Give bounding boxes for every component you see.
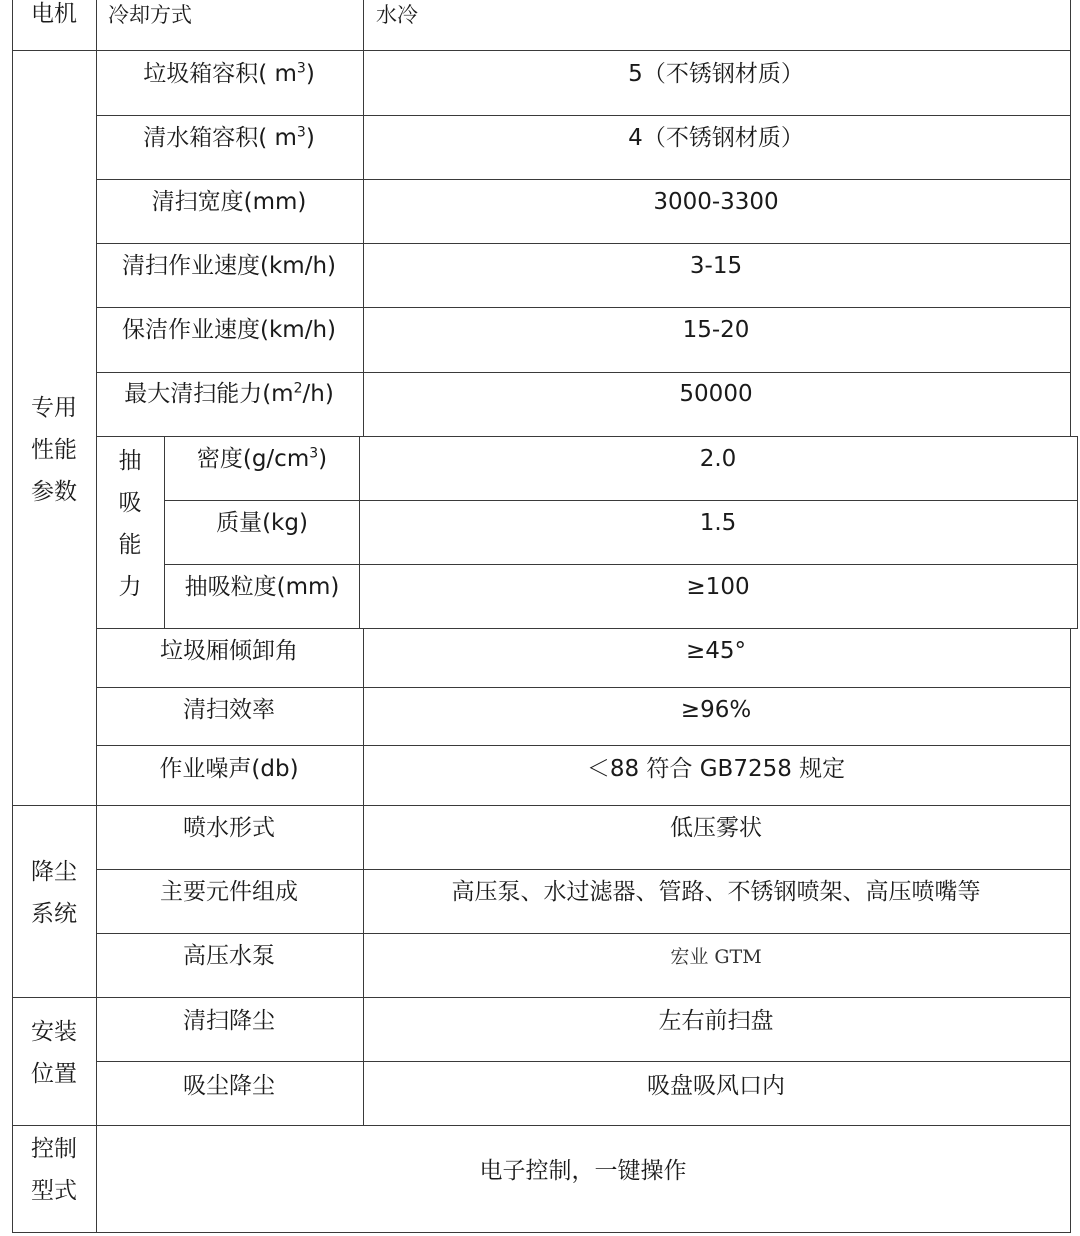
group-label-line: 安装 [31,1019,77,1045]
suction-label-char: 吸 [118,490,142,516]
param-dump-angle: 垃圾厢倾卸角 [160,638,298,664]
value-max-sweep-capacity: 50000 [679,381,753,407]
group-label-line: 型式 [31,1178,77,1204]
value-main-components: 高压泵、水过滤器、管路、不锈钢喷架、高压喷嘴等 [451,879,981,905]
value-sweep-width: 3000-3300 [653,189,779,215]
value-mass: 1.5 [699,510,737,536]
param-density: 密度$(g/cm^3)$ [196,445,328,472]
value-high-pressure-pump: 宏业 GTM [670,946,762,968]
group-label-line: 系统 [31,901,77,927]
value-suction-particle-size: ≥100 [686,574,750,600]
suction-label-char: 能 [118,532,142,558]
value-clean-water-tank-volume: 4（不锈钢材质） [628,125,804,151]
value-control-type: 电子控制，一键操作 [479,1158,687,1184]
value-dump-angle: ≥45° [685,638,747,664]
value-sweep-dust-suppression: 左右前扫盘 [658,1008,774,1034]
value-garbage-bin-volume: 5（不锈钢材质） [628,61,804,87]
group-label-line: 性能 [31,437,77,463]
param-sweep-dust-suppression: 清扫降尘 [183,1008,275,1034]
param-suction-dust-suppression: 吸尘降尘 [183,1073,275,1099]
value-sweep-efficiency: ≥96% [680,697,752,723]
suction-label-char: 力 [118,574,142,600]
param-mass: 质量(kg) [216,510,308,536]
param-suction-particle-size: 抽吸粒度(mm) [184,574,340,600]
param-garbage-bin-volume: 垃圾箱容积( $m^3$) [143,60,315,87]
group-label-line: 控制 [31,1136,77,1162]
value-density: 2.0 [699,446,737,472]
param-operating-noise: 作业噪声(db) [159,756,299,782]
param-cleaning-speed: 保洁作业速度(km/h) [122,317,336,343]
param-sweep-width: 清扫宽度(mm) [151,189,307,215]
value-spray-type: 低压雾状 [670,815,762,841]
param-spray-type: 喷水形式 [183,815,275,841]
group-label-line: 降尘 [31,859,77,885]
category-motor: 电机 [31,1,77,27]
group-label-line: 位置 [31,1061,77,1087]
param-high-pressure-pump: 高压水泵 [183,943,275,969]
param-cooling-method: 冷却方式 [108,3,192,27]
param-clean-water-tank-volume: 清水箱容积( $m^3$) [143,124,315,151]
group-label-line: 参数 [31,479,77,505]
value-cleaning-speed: 15-20 [682,317,750,343]
param-sweep-efficiency: 清扫效率 [183,697,275,723]
value-sweep-speed: 3-15 [689,253,743,279]
param-max-sweep-capacity: 最大清扫能力$(m^2/h)$ [124,380,334,407]
value-cooling-method: 水冷 [376,3,418,27]
param-main-components: 主要元件组成 [160,879,298,905]
value-operating-noise: ＜88 符合 GB7258 规定 [586,756,846,782]
group-label-line: 专用 [31,395,77,421]
param-sweep-speed: 清扫作业速度(km/h) [122,253,336,279]
value-suction-dust-suppression: 吸盘吸风口内 [647,1073,785,1099]
suction-label-char: 抽 [118,448,142,474]
